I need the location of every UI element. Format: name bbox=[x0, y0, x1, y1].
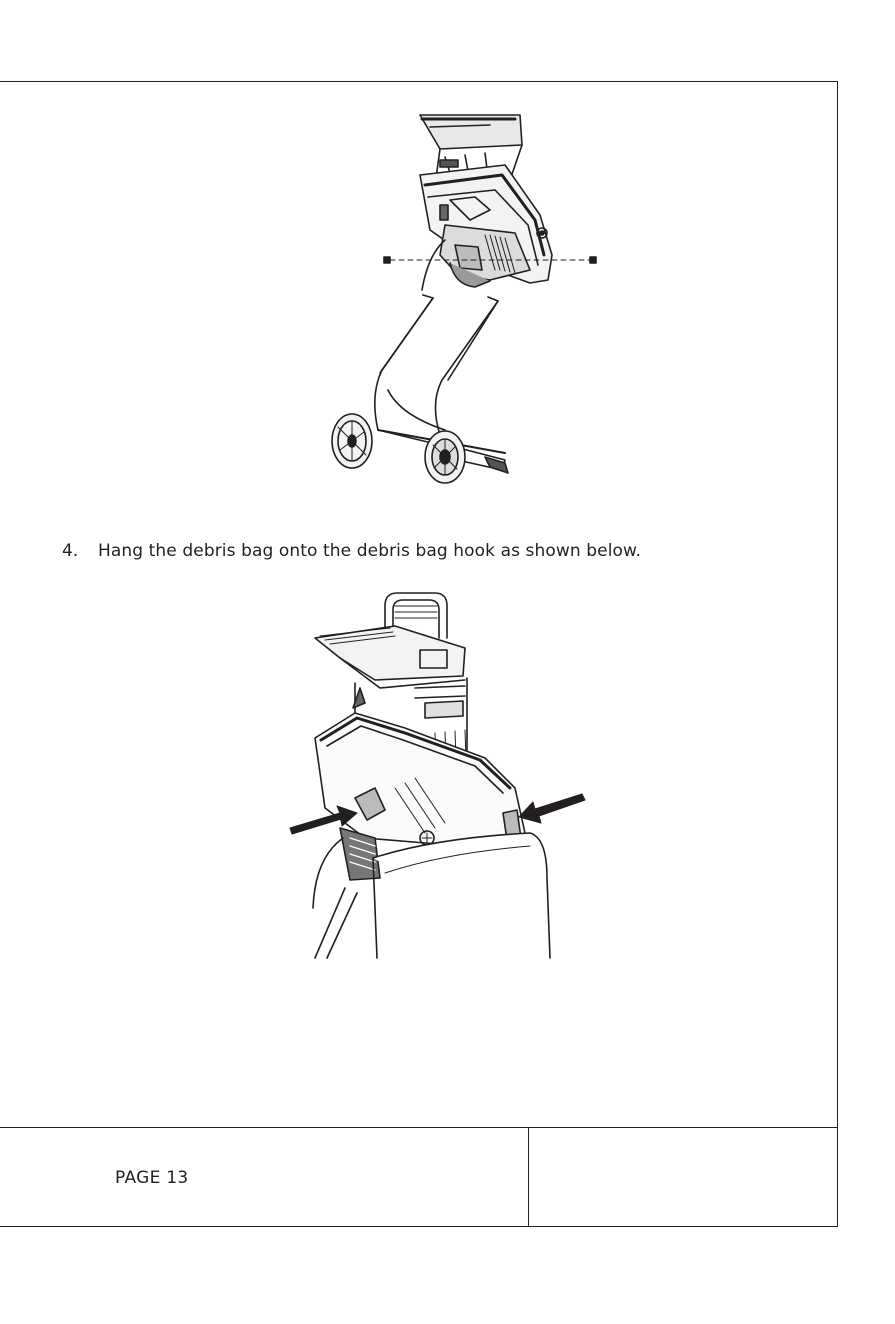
wheel-left bbox=[332, 414, 372, 468]
footer-divider bbox=[0, 1127, 837, 1128]
step-text: Hang the debris bag onto the debris bag hook as shown below. bbox=[98, 541, 641, 561]
arrow-right bbox=[519, 794, 585, 823]
wheel-right bbox=[425, 431, 465, 483]
step-number: 4. bbox=[62, 541, 79, 561]
page-number: PAGE 13 bbox=[115, 1168, 189, 1188]
footer-column-divider bbox=[528, 1127, 529, 1226]
power-cord bbox=[313, 838, 343, 908]
screw-right bbox=[590, 257, 596, 263]
screw-left bbox=[384, 257, 390, 263]
step-instruction bbox=[62, 541, 641, 561]
motor-housing bbox=[315, 713, 525, 848]
stand-frame bbox=[315, 888, 357, 958]
debris-bag bbox=[373, 833, 550, 958]
adjust-knob bbox=[440, 160, 458, 167]
stand-frame bbox=[375, 295, 445, 445]
figure-stand-assembly bbox=[290, 105, 620, 495]
figure-debris-bag bbox=[285, 588, 605, 963]
